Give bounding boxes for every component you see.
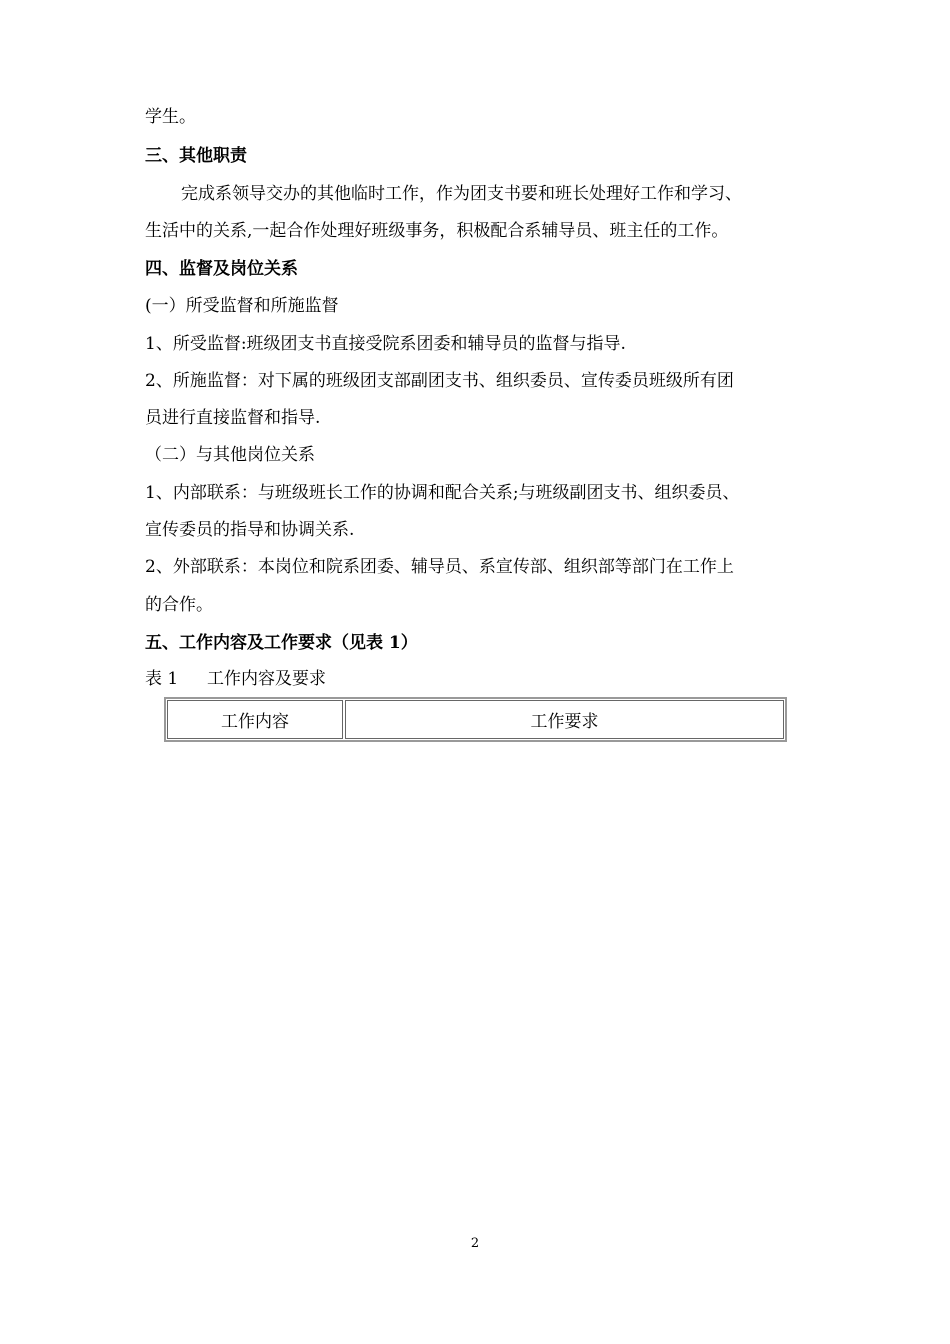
subheading-other-relations: （二）与其他岗位关系 [145, 445, 315, 465]
paragraph-continuation: 学生。 [145, 107, 196, 127]
paragraph-applied-supervision-line-1: 2、所施监督：对下属的班级团支部副团支书、组织委员、宣传委员班级所有团 [145, 371, 734, 391]
work-requirements-table [164, 697, 787, 742]
paragraph-internal-relations-line-2: 宣传委员的指导和协调关系. [145, 520, 355, 540]
page-number: 2 [470, 1236, 480, 1251]
paragraph-external-relations-line-2: 的合作。 [145, 595, 213, 615]
section-heading-other-duties: 三、其他职责 [145, 146, 247, 166]
subheading-supervision: (一）所受监督和所施监督 [145, 296, 339, 316]
paragraph-other-duties-line-2: 生活中的关系,一起合作处理好班级事务，积极配合系辅导员、班主任的工作。 [145, 221, 729, 241]
paragraph-internal-relations-line-1: 1、内部联系：与班级班长工作的协调和配合关系;与班级副团支书、组织委员、 [145, 483, 740, 503]
table-header-work-content: 工作内容 [167, 700, 343, 739]
table-header-work-requirements: 工作要求 [345, 700, 784, 739]
paragraph-received-supervision: 1、所受监督:班级团支书直接受院系团委和辅导员的监督与指导. [145, 334, 626, 354]
paragraph-applied-supervision-line-2: 员进行直接监督和指导. [145, 408, 321, 428]
paragraph-external-relations-line-1: 2、外部联系：本岗位和院系团委、辅导员、系宣传部、组织部等部门在工作上 [145, 557, 734, 577]
paragraph-other-duties-line-1: 完成系领导交办的其他临时工作，作为团支书要和班长处理好工作和学习、 [181, 184, 742, 204]
section-heading-supervision: 四、监督及岗位关系 [145, 259, 298, 279]
section-heading-work-content: 五、工作内容及工作要求（见表 1） [145, 633, 418, 653]
table-caption-title: 工作内容及要求 [207, 669, 326, 689]
table-caption-number: 表 1 [145, 669, 179, 689]
table-caption [145, 667, 810, 691]
